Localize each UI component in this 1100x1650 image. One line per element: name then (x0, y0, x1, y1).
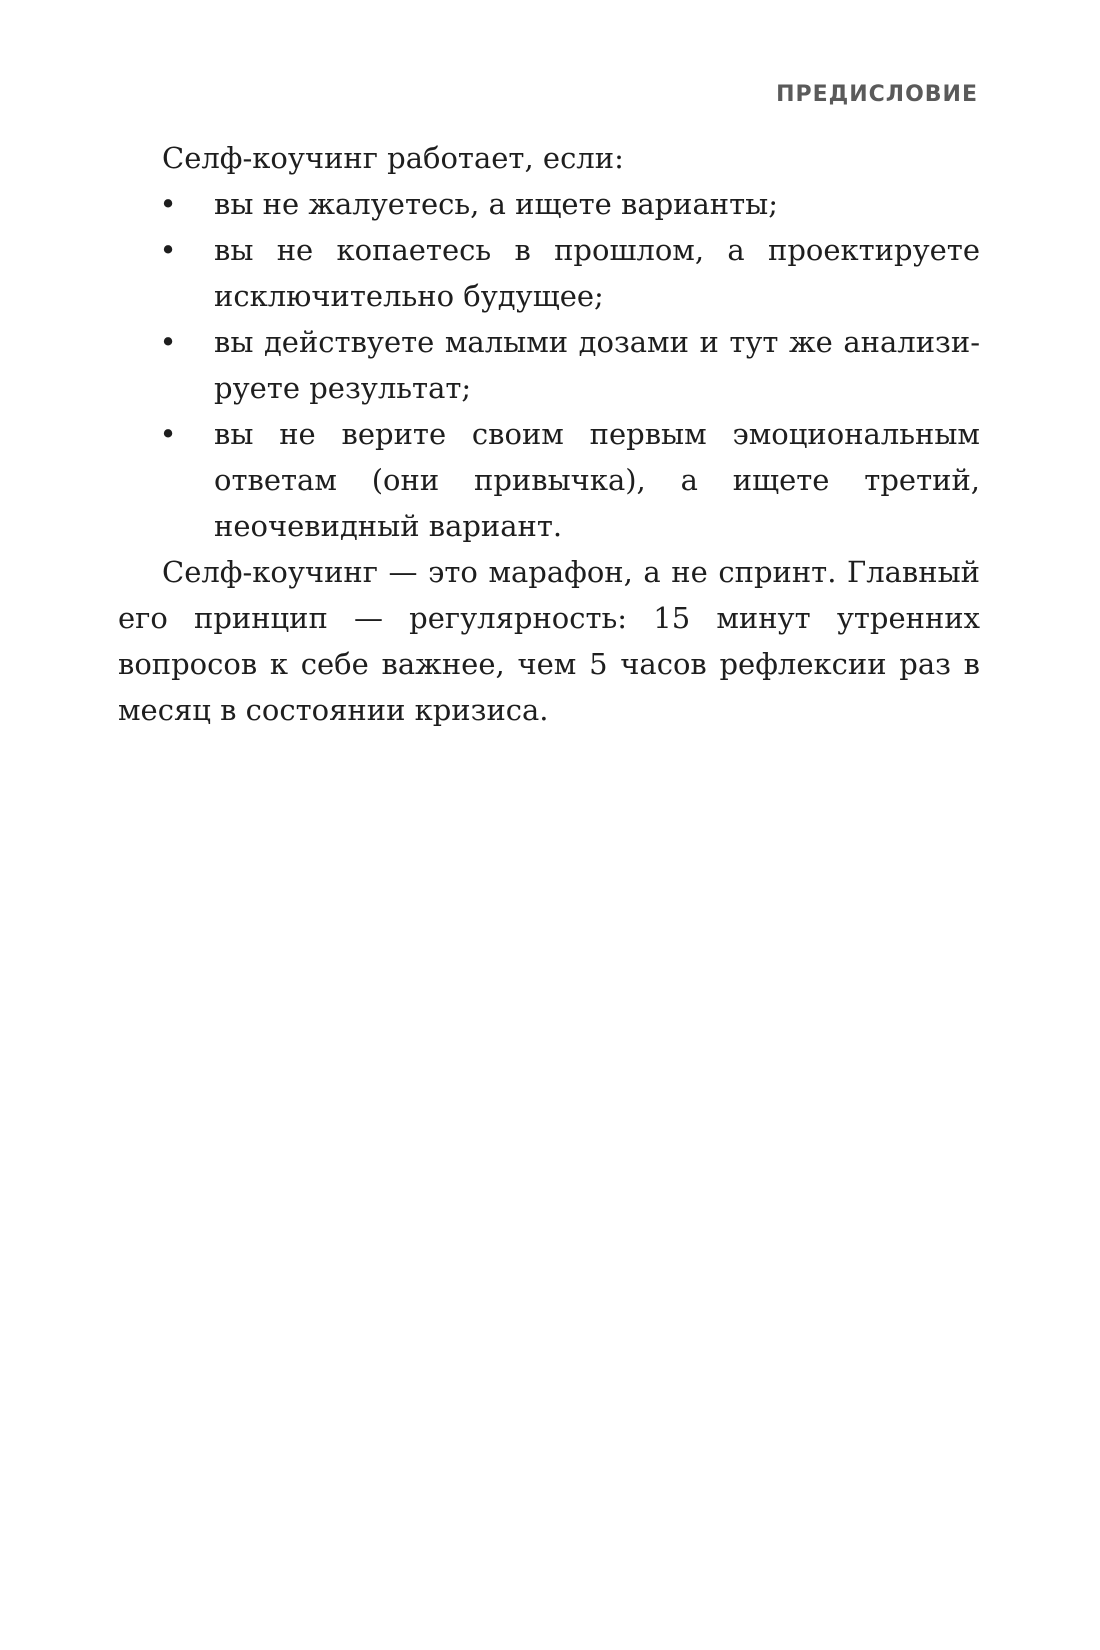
list-item (118, 319, 980, 411)
intro-line: Селф-коучинг работает, если: (162, 141, 624, 175)
page-body (118, 135, 980, 733)
closing-paragraph: Селф-коучинг — это марафон, а не спринт. Главный его принцип — регулярность: 15 минут утренних вопросов к себе важнее, чем 5 часов рефлексии раз в месяц в состоянии кризиса. (118, 555, 980, 727)
conditions-list (118, 181, 980, 549)
list-item-text: вы не верите своим первым эмоциональным ответам (они привычка), а ищете третий, неочевидный вариант. (214, 417, 980, 543)
list-item-text: вы не копаетесь в прошлом, а проектируете исключительно будущее; (214, 233, 980, 313)
bullet-icon: • (159, 325, 177, 359)
running-header: ПРЕДИСЛОВИЕ (776, 82, 978, 107)
list-item-text: вы действуете малыми дозами и тут же анализируете результат; (214, 325, 980, 405)
list-item (118, 181, 980, 227)
bullet-icon: • (159, 187, 177, 221)
bullet-icon: • (159, 417, 177, 451)
bullet-icon: • (159, 233, 177, 267)
list-item-text: вы не жалуетесь, а ищете варианты; (214, 187, 779, 221)
list-item (118, 227, 980, 319)
list-item (118, 411, 980, 549)
